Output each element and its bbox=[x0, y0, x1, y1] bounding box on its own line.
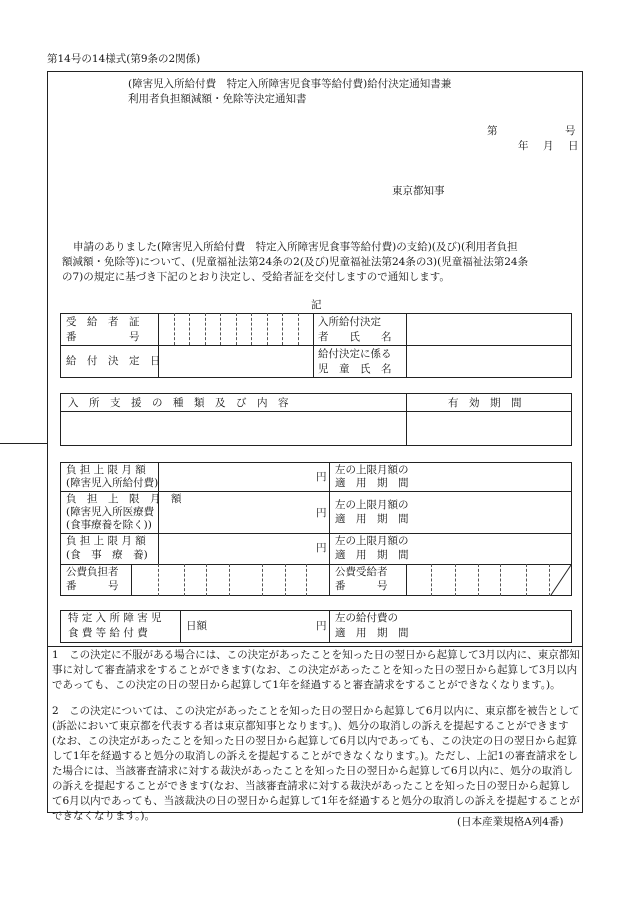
burden-r3-yen: 円 bbox=[316, 542, 327, 554]
child-name-label-2: 児 童 氏 名 bbox=[318, 363, 392, 375]
public-payer-label-1: 公費負担者 bbox=[66, 566, 119, 578]
burden-r2-label-3: (食事療養を除く)) bbox=[66, 519, 152, 531]
date-year: 年 bbox=[518, 140, 529, 152]
burden-r1-period-1: 左の上限月額の bbox=[335, 464, 409, 476]
recipient-no-label-1: 受 給 者 証 bbox=[66, 316, 140, 328]
meal-benefit-period-2: 適 用 期 間 bbox=[335, 627, 409, 639]
doc-number-dai: 第 bbox=[487, 125, 498, 137]
meal-benefit-yen: 円 bbox=[316, 620, 327, 632]
support-type-header: 入 所 支 援 の 種 類 及 び 内 容 bbox=[68, 397, 289, 409]
fold-mark bbox=[0, 443, 47, 444]
burden-r1-period-2: 適 用 期 間 bbox=[335, 477, 409, 489]
note-1: 1 この決定に不服がある場合には、この決定があったことを知った日の翌日から起算して3月以内に、東京都知事に対して審査請求をすることができます(なお、この決定があったことを知った日の翌日から起算して3月以内であっても、この決定の日の翌日から起算して1年を経過すると審査請求をすることができなくなります。)。 bbox=[52, 649, 580, 691]
valid-period-header: 有 効 期 間 bbox=[448, 397, 522, 409]
body-line-3: の7)の規定に基づき下記のとおり決定し、受給者証を交付しますので通知します。 bbox=[62, 271, 450, 283]
facility-name-label-1: 入所給付決定 bbox=[318, 316, 381, 328]
child-name-label-1: 給付決定に係る bbox=[318, 348, 392, 360]
footer-standard: (日本産業規格A列4番) bbox=[457, 816, 564, 828]
form-number: 第14号の14様式(第9条の2関係) bbox=[47, 53, 201, 65]
burden-r1-label-2: (障害児入所給付費) bbox=[66, 477, 159, 489]
meal-benefit-label-2: 食 費 等 給 付 費 bbox=[68, 627, 148, 639]
date-month: 月 bbox=[543, 140, 554, 152]
notes-divider bbox=[47, 646, 583, 647]
burden-r2-label-2: (障害児入所医療費 bbox=[66, 506, 155, 518]
public-recipient-label-1: 公費受給者 bbox=[335, 566, 388, 578]
issuer: 東京都知事 bbox=[392, 185, 445, 197]
burden-r2-period-1: 左の上限月額の bbox=[335, 499, 409, 511]
date-day: 日 bbox=[568, 140, 579, 152]
facility-name-label-2: 者 氏 名 bbox=[318, 331, 392, 343]
burden-r3-label-1: 負 担 上 限 月 額 bbox=[66, 535, 146, 547]
ki-label: 記 bbox=[311, 299, 322, 311]
daily-amount-label: 日額 bbox=[186, 620, 207, 632]
public-payer-label-2: 番 号 bbox=[66, 580, 119, 592]
burden-r2-period-2: 適 用 期 間 bbox=[335, 513, 409, 525]
burden-r1-label-1: 負 担 上 限 月 額 bbox=[66, 464, 146, 476]
title-line-2: 利用者負担額減額・免除等決定通知書 bbox=[128, 93, 307, 105]
burden-r3-label-2: (食 事 療 養) bbox=[66, 549, 148, 561]
burden-r2-yen: 円 bbox=[316, 507, 327, 519]
title-line-1: (障害児入所給付費 特定入所障害児食事等給付費)給付決定通知書兼 bbox=[128, 78, 452, 90]
public-recipient-label-2: 番 号 bbox=[335, 580, 388, 592]
diagonal-slash bbox=[549, 564, 572, 596]
meal-benefit-period-1: 左の給付費の bbox=[335, 612, 398, 624]
burden-r1-yen: 円 bbox=[316, 471, 327, 483]
body-line-2: 額減額・免除等)について、(児童福祉法第24条の2(及び)児童福祉法第24条の3)(児童福祉法第24条 bbox=[62, 256, 529, 268]
burden-r3-period-1: 左の上限月額の bbox=[335, 535, 409, 547]
recipient-no-label-2: 番 号 bbox=[66, 331, 140, 343]
doc-number-go: 号 bbox=[565, 125, 576, 137]
meal-benefit-label-1: 特 定 入 所 障 害 児 bbox=[68, 612, 162, 624]
burden-r2-label-1: 負 担 上 限 月 額 bbox=[66, 493, 182, 505]
note-2: 2 この決定については、この決定があったことを知った日の翌日から起算して6月以内に、東京都を被告として(訴訟において東京都を代表する者は東京都知事となります。)、処分の取消しの訴えを提起することができます(なお、この決定があったことを知った日の翌日から起算して6月以内であっても、この決定の日の翌日から起算して1年を経過すると処分の取消しの訴えを提起することができなくなります。)。ただし、上記1の審査請求をした場合には、当該審査請求に対する裁決があったことを知った日の翌日から起算して6月以内に、処分の取消しの訴えを提起することができます(なお、当該審査請求に対する裁決があったことを知った日の翌日から起算して6月以内であっても、当該裁決の日の翌日から起算して1年を経過すると処分の取消しの訴えを提起することができなくなります。)。 bbox=[52, 705, 580, 822]
body-line-1: 申請のありました(障害児入所給付費 特定入所障害児食事等給付費)の支給)(及び)(利用者負担 bbox=[73, 241, 518, 253]
benefit-date-label: 給 付 決 定 日 bbox=[66, 355, 161, 367]
burden-r3-period-2: 適 用 期 間 bbox=[335, 549, 409, 561]
